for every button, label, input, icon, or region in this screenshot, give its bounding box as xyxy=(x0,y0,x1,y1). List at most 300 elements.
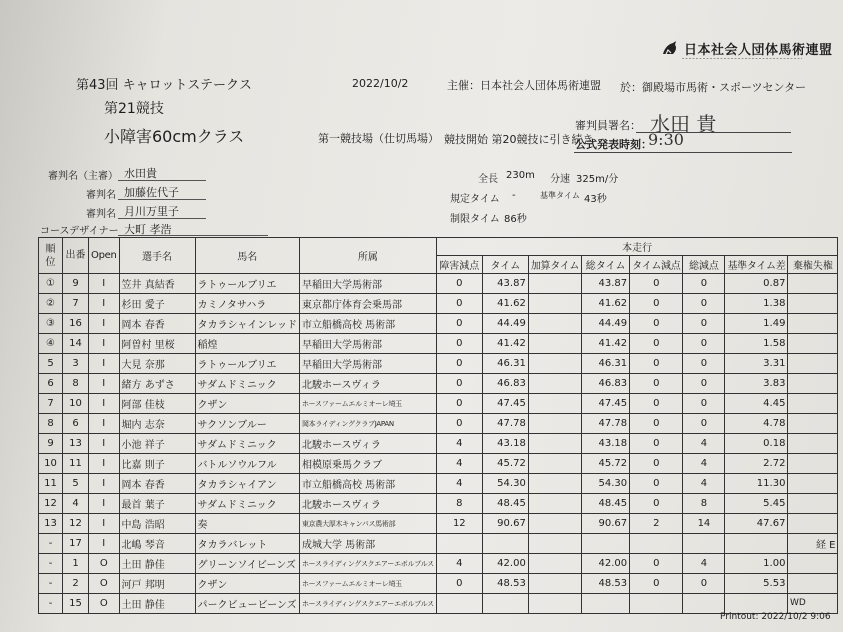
withdraw-cell xyxy=(788,394,838,414)
rider-cell: 最首 葉子 xyxy=(119,494,195,514)
table-row xyxy=(39,434,838,454)
diff-cell: 3.83 xyxy=(725,374,788,394)
start-time: 競技開始 第20競技に引き続き xyxy=(444,133,594,146)
rider-cell: 緒方 あずさ xyxy=(119,374,195,394)
col-time-faults: タイム減点 xyxy=(630,256,683,274)
announce-label: 公式発表時刻： xyxy=(575,138,652,151)
order-cell: 6 xyxy=(63,414,89,434)
rider-cell: 北嶋 琴音 xyxy=(119,534,195,554)
total-faults-cell: 0 xyxy=(683,394,725,414)
horse-cell: タカラシャインレッド xyxy=(195,314,299,334)
diff-cell: 2.72 xyxy=(725,454,788,474)
order-cell: 4 xyxy=(63,494,89,514)
horse-cell: 稲煌 xyxy=(195,334,299,354)
rank-cell: - xyxy=(39,554,63,574)
add-time-cell xyxy=(528,334,581,354)
total-faults-cell: 4 xyxy=(683,474,725,494)
diff-cell: 4.45 xyxy=(725,394,788,414)
rank-cell: ③ xyxy=(39,314,63,334)
length-label: 全長 xyxy=(478,174,498,185)
withdraw-cell xyxy=(788,354,838,374)
rank-cell: 7 xyxy=(39,394,63,414)
total-faults-cell: 0 xyxy=(683,374,725,394)
total-time-cell: 43.18 xyxy=(582,434,630,454)
jump-faults-cell: 0 xyxy=(436,414,482,434)
add-time-cell xyxy=(528,454,581,474)
time-faults-cell: 0 xyxy=(630,414,683,434)
withdraw-cell xyxy=(788,514,838,534)
time-cell: 45.72 xyxy=(482,454,528,474)
rank-cell: 10 xyxy=(39,454,63,474)
rank-cell: 6 xyxy=(39,374,63,394)
horse-cell: サダムドミニック xyxy=(195,494,299,514)
total-faults-cell: 14 xyxy=(683,514,725,534)
withdraw-cell xyxy=(788,474,838,494)
open-cell: Ⅰ xyxy=(89,414,120,434)
sign-label: 審判員署名： xyxy=(575,119,641,132)
total-time-cell: 47.78 xyxy=(582,414,630,434)
total-time-cell: 48.45 xyxy=(582,494,630,514)
table-row xyxy=(39,394,838,414)
open-cell: Ⅰ xyxy=(89,294,120,314)
table-row xyxy=(39,554,838,574)
open-cell: Ⅰ xyxy=(89,374,120,394)
time-faults-cell: 0 xyxy=(630,334,683,354)
withdraw-cell xyxy=(788,334,838,354)
rank-cell: 12 xyxy=(39,494,63,514)
table-row xyxy=(39,354,838,374)
add-time-cell xyxy=(528,394,581,414)
col-main-round: 本走行 xyxy=(436,238,838,256)
total-time-cell: 54.30 xyxy=(582,474,630,494)
base-time-label: 基準タイム xyxy=(540,191,580,200)
open-cell: Ⅰ xyxy=(89,434,120,454)
time-cell: 43.18 xyxy=(482,434,528,454)
horse-cell: グリーンソイビーンズ xyxy=(195,554,299,574)
judge-chief-value: 水田貴 xyxy=(124,167,157,180)
diff-cell xyxy=(725,534,788,554)
order-cell: 10 xyxy=(63,394,89,414)
rank-cell: ② xyxy=(39,294,63,314)
horse-cell: サダムドミニック xyxy=(195,434,299,454)
total-time-cell: 45.72 xyxy=(582,454,630,474)
order-cell: 9 xyxy=(63,274,89,294)
rank-cell: - xyxy=(39,534,63,554)
judge-3-value: 月川万里子 xyxy=(124,205,179,218)
club-cell: 早稲田大学馬術部 xyxy=(299,334,436,354)
jump-faults-cell: 0 xyxy=(436,354,482,374)
total-faults-cell: 4 xyxy=(683,554,725,574)
judge-underline xyxy=(118,199,206,200)
rider-cell: 小池 祥子 xyxy=(119,434,195,454)
time-faults-cell: 2 xyxy=(630,514,683,534)
open-cell: Ⅰ xyxy=(89,474,120,494)
club-cell: 北駿ホースヴィラ xyxy=(299,494,436,514)
time-cell: 47.45 xyxy=(482,394,528,414)
total-time-cell xyxy=(582,534,630,554)
judge-underline xyxy=(118,180,206,181)
total-faults-cell: 0 xyxy=(683,294,725,314)
course-designer-value: 大町 孝浩 xyxy=(124,223,172,236)
open-cell: Ⅰ xyxy=(89,274,120,294)
total-faults-cell: 0 xyxy=(683,414,725,434)
order-cell: 7 xyxy=(63,294,89,314)
time-cell: 48.53 xyxy=(482,574,528,594)
time-cell: 44.49 xyxy=(482,314,528,334)
time-faults-cell xyxy=(630,594,683,614)
open-cell: Ⅰ xyxy=(89,394,120,414)
class-name: 小障害60cmクラス xyxy=(104,127,245,146)
open-cell: O xyxy=(89,574,120,594)
time-faults-cell: 0 xyxy=(630,474,683,494)
time-cell: 46.31 xyxy=(482,354,528,374)
open-cell: Ⅰ xyxy=(89,514,120,534)
club-cell: 早稲田大学馬術部 xyxy=(299,354,436,374)
std-time-value: - xyxy=(512,190,516,201)
order-cell: 12 xyxy=(63,514,89,534)
diff-cell: 5.53 xyxy=(725,574,788,594)
rider-cell: 阿部 佳枝 xyxy=(119,394,195,414)
total-time-cell: 46.31 xyxy=(582,354,630,374)
order-cell: 1 xyxy=(63,554,89,574)
time-faults-cell: 0 xyxy=(630,434,683,454)
club-cell: ホースライディングスクエアーエボルブルス xyxy=(299,594,436,614)
base-time-value: 43秒 xyxy=(584,194,607,205)
table-row xyxy=(39,494,838,514)
total-faults-cell: 0 xyxy=(683,334,725,354)
time-faults-cell: 0 xyxy=(630,394,683,414)
rider-cell: 河戸 邦明 xyxy=(119,574,195,594)
rank-cell: 13 xyxy=(39,514,63,534)
club-cell: ホースファームエルミオーレ埼玉 xyxy=(299,574,436,594)
add-time-cell xyxy=(528,594,581,614)
col-add-time: 加算タイム xyxy=(528,256,581,274)
limit-time-value: 86秒 xyxy=(504,214,527,225)
col-total-time: 総タイム xyxy=(582,256,630,274)
col-time: タイム xyxy=(482,256,528,274)
rider-cell: 土田 静佳 xyxy=(119,594,195,614)
rider-cell: 阿曽村 里桜 xyxy=(119,334,195,354)
table-row xyxy=(39,474,838,494)
jump-faults-cell: 4 xyxy=(436,454,482,474)
jump-faults-cell: 0 xyxy=(436,574,482,594)
open-cell: Ⅰ xyxy=(89,534,120,554)
withdraw-cell xyxy=(788,294,838,314)
table-row xyxy=(39,594,838,614)
diff-cell xyxy=(725,594,788,614)
diff-cell: 1.00 xyxy=(725,554,788,574)
horse-cell: バトルソウルフル xyxy=(195,454,299,474)
diff-cell: 47.67 xyxy=(725,514,788,534)
add-time-cell xyxy=(528,414,581,434)
table-row xyxy=(39,514,838,534)
col-withdraw: 棄権失権 xyxy=(788,256,838,274)
arena-name: 第一競技場（仕切馬場） xyxy=(318,132,439,145)
event-title: 第43回 キャロットステークス xyxy=(76,78,252,93)
rank-cell: ① xyxy=(39,274,63,294)
time-cell: 41.62 xyxy=(482,294,528,314)
col-jump-faults: 障害減点 xyxy=(436,256,482,274)
horse-cell: ラトゥールブリエ xyxy=(195,354,299,374)
add-time-cell xyxy=(528,494,581,514)
open-cell: Ⅰ xyxy=(89,354,120,374)
withdraw-cell xyxy=(788,574,838,594)
total-time-cell: 41.42 xyxy=(582,334,630,354)
judge-2-value: 加藤佐代子 xyxy=(124,186,179,199)
horse-cell: クザン xyxy=(195,394,299,414)
rider-cell: 土田 静佳 xyxy=(119,554,195,574)
time-faults-cell: 0 xyxy=(630,294,683,314)
rider-cell: 杉田 愛子 xyxy=(119,294,195,314)
org-logo-text: 日本社会人団体馬術連盟 xyxy=(684,42,833,58)
open-cell: Ⅰ xyxy=(89,314,120,334)
withdraw-cell: 経 E xyxy=(788,534,838,554)
add-time-cell xyxy=(528,354,581,374)
order-cell: 3 xyxy=(63,354,89,374)
time-cell: 43.87 xyxy=(482,274,528,294)
limit-time-label: 制限タイム xyxy=(450,214,500,225)
add-time-cell xyxy=(528,574,581,594)
event-host: 主催：日本社会人団体馬術連盟 xyxy=(447,79,601,92)
jump-faults-cell: 4 xyxy=(436,434,482,454)
club-cell: ホースファームエルミオーレ埼玉 xyxy=(299,394,436,414)
withdraw-cell xyxy=(788,274,838,294)
withdraw-cell xyxy=(788,554,838,574)
col-order: 出番 xyxy=(63,238,89,274)
rank-cell: 5 xyxy=(39,354,63,374)
col-horse: 馬名 xyxy=(195,238,299,274)
club-cell: 相模原乗馬クラブ xyxy=(299,454,436,474)
order-cell: 8 xyxy=(63,374,89,394)
time-cell: 48.45 xyxy=(482,494,528,514)
open-cell: Ⅰ xyxy=(89,494,120,514)
horse-cell: クザン xyxy=(195,574,299,594)
add-time-cell xyxy=(528,534,581,554)
jump-faults-cell: 8 xyxy=(436,494,482,514)
rider-cell: 大見 奈那 xyxy=(119,354,195,374)
order-cell: 17 xyxy=(63,534,89,554)
withdraw-cell xyxy=(788,374,838,394)
club-cell: 岡本ライディングクラブJAPAN xyxy=(299,414,436,434)
time-cell xyxy=(482,594,528,614)
col-total-faults: 総減点 xyxy=(683,256,725,274)
horse-cell: ラトゥールブリエ xyxy=(195,274,299,294)
table-row xyxy=(39,374,838,394)
diff-cell: 0.18 xyxy=(725,434,788,454)
jump-faults-cell xyxy=(436,534,482,554)
diff-cell: 4.78 xyxy=(725,414,788,434)
time-faults-cell: 0 xyxy=(630,354,683,374)
diff-cell: 0.87 xyxy=(725,274,788,294)
announce-underline xyxy=(574,152,792,153)
col-diff: 基準タイム差 xyxy=(725,256,788,274)
jump-faults-cell: 0 xyxy=(436,314,482,334)
rank-cell: 11 xyxy=(39,474,63,494)
jump-faults-cell: 0 xyxy=(436,374,482,394)
order-cell: 15 xyxy=(63,594,89,614)
judge-underline xyxy=(118,218,206,219)
add-time-cell xyxy=(528,294,581,314)
total-faults-cell: 4 xyxy=(683,434,725,454)
col-rider: 選手名 xyxy=(119,238,195,274)
diff-cell: 3.31 xyxy=(725,354,788,374)
club-cell: 市立船橋高校 馬術部 xyxy=(299,474,436,494)
total-time-cell: 47.45 xyxy=(582,394,630,414)
club-cell: 北駿ホースヴィラ xyxy=(299,434,436,454)
total-faults-cell: 8 xyxy=(683,494,725,514)
horse-rider-logo-icon xyxy=(660,38,680,58)
rank-cell: 9 xyxy=(39,434,63,454)
results-table xyxy=(38,237,838,614)
jump-faults-cell: 0 xyxy=(436,294,482,314)
horse-cell: タカラバレット xyxy=(195,534,299,554)
wd-mark: WD xyxy=(790,598,806,608)
club-cell: 東京農大厚木キャンパス馬術部 xyxy=(299,514,436,534)
time-faults-cell: 0 xyxy=(630,314,683,334)
jump-faults-cell: 4 xyxy=(436,554,482,574)
course-designer-label: コースデザイナー xyxy=(40,226,119,237)
order-cell: 13 xyxy=(63,434,89,454)
order-cell: 11 xyxy=(63,454,89,474)
add-time-cell xyxy=(528,374,581,394)
jump-faults-cell: 0 xyxy=(436,334,482,354)
diff-cell: 5.45 xyxy=(725,494,788,514)
total-time-cell xyxy=(582,594,630,614)
order-cell: 16 xyxy=(63,314,89,334)
time-cell xyxy=(482,534,528,554)
rank-cell: - xyxy=(39,594,63,614)
jump-faults-cell: 0 xyxy=(436,274,482,294)
rider-cell: 堀内 志奈 xyxy=(119,414,195,434)
col-open: Open xyxy=(89,238,120,274)
table-row xyxy=(39,574,838,594)
total-faults-cell: 0 xyxy=(683,574,725,594)
time-faults-cell: 0 xyxy=(630,494,683,514)
time-cell: 42.00 xyxy=(482,554,528,574)
total-time-cell: 42.00 xyxy=(582,554,630,574)
std-time-label: 規定タイム xyxy=(450,194,500,205)
table-row xyxy=(39,274,838,294)
diff-cell: 11.30 xyxy=(725,474,788,494)
table-header-row xyxy=(39,238,838,256)
rider-cell: 比嘉 則子 xyxy=(119,454,195,474)
judge-2-label: 審判名 xyxy=(86,190,116,201)
jump-faults-cell: 12 xyxy=(436,514,482,534)
club-cell: ホースライディングスクエアーエボルブルス xyxy=(299,554,436,574)
horse-cell: サクソンブルー xyxy=(195,414,299,434)
total-time-cell: 90.67 xyxy=(582,514,630,534)
open-cell: O xyxy=(89,594,120,614)
printout-time: Printout: 2022/10/2 9:06 xyxy=(720,612,831,622)
col-rank: 順位 xyxy=(39,238,63,274)
logo-subtext-decoration xyxy=(682,56,802,61)
club-cell: 市立船橋高校 馬術部 xyxy=(299,314,436,334)
withdraw-cell xyxy=(788,314,838,334)
jump-faults-cell: 0 xyxy=(436,394,482,414)
club-cell: 北駿ホースヴィラ xyxy=(299,374,436,394)
rider-cell: 笠井 真結香 xyxy=(119,274,195,294)
withdraw-cell xyxy=(788,454,838,474)
time-cell: 47.78 xyxy=(482,414,528,434)
event-venue: 於：御殿場市馬術・スポーツセンター xyxy=(620,81,807,94)
total-time-cell: 41.62 xyxy=(582,294,630,314)
jump-faults-cell xyxy=(436,594,482,614)
time-faults-cell: 0 xyxy=(630,274,683,294)
results-body xyxy=(39,274,838,614)
rank-cell: 8 xyxy=(39,414,63,434)
add-time-cell xyxy=(528,434,581,454)
add-time-cell xyxy=(528,554,581,574)
horse-cell: パークビュービーンズ xyxy=(195,594,299,614)
table-row xyxy=(39,314,838,334)
diff-cell: 1.38 xyxy=(725,294,788,314)
horse-cell: タカラシャイアン xyxy=(195,474,299,494)
add-time-cell xyxy=(528,514,581,534)
horse-cell: サダムドミニック xyxy=(195,374,299,394)
withdraw-cell xyxy=(788,494,838,514)
table-row xyxy=(39,334,838,354)
org-logo-subline xyxy=(682,56,802,63)
table-row xyxy=(39,534,838,554)
table-row xyxy=(39,294,838,314)
event-date: 2022/10/2 xyxy=(352,77,409,90)
table-row xyxy=(39,414,838,434)
total-faults-cell: 0 xyxy=(683,354,725,374)
speed-value: 325m/分 xyxy=(576,174,619,185)
order-cell: 5 xyxy=(63,474,89,494)
open-cell: Ⅰ xyxy=(89,454,120,474)
total-faults-cell: 0 xyxy=(683,314,725,334)
time-faults-cell: 0 xyxy=(630,374,683,394)
total-time-cell: 43.87 xyxy=(582,274,630,294)
time-faults-cell: 0 xyxy=(630,554,683,574)
total-time-cell: 48.53 xyxy=(582,574,630,594)
time-faults-cell: 0 xyxy=(630,454,683,474)
total-faults-cell: 0 xyxy=(683,274,725,294)
add-time-cell xyxy=(528,474,581,494)
rank-cell: - xyxy=(39,574,63,594)
time-faults-cell: 0 xyxy=(630,574,683,594)
open-cell: Ⅰ xyxy=(89,334,120,354)
judge-chief-label: 審判名（主審） xyxy=(48,171,118,182)
time-cell: 46.83 xyxy=(482,374,528,394)
sign-value: 水田 貴 xyxy=(650,112,717,136)
rank-cell: ④ xyxy=(39,334,63,354)
open-cell: O xyxy=(89,554,120,574)
time-cell: 90.67 xyxy=(482,514,528,534)
total-faults-cell xyxy=(683,534,725,554)
total-time-cell: 44.49 xyxy=(582,314,630,334)
rider-cell: 岡本 春香 xyxy=(119,474,195,494)
col-club: 所属 xyxy=(299,238,436,274)
club-cell: 東京都庁体育会乗馬部 xyxy=(299,294,436,314)
total-faults-cell: 4 xyxy=(683,454,725,474)
club-cell: 早稲田大学馬術部 xyxy=(299,274,436,294)
judge-3-label: 審判名 xyxy=(86,209,116,220)
rider-cell: 岡本 春香 xyxy=(119,314,195,334)
club-cell: 成城大学 馬術部 xyxy=(299,534,436,554)
add-time-cell xyxy=(528,274,581,294)
time-cell: 41.42 xyxy=(482,334,528,354)
length-value: 230m xyxy=(506,170,535,181)
order-cell: 14 xyxy=(63,334,89,354)
announce-value: 9:30 xyxy=(648,130,684,149)
diff-cell: 1.49 xyxy=(725,314,788,334)
time-faults-cell xyxy=(630,534,683,554)
withdraw-cell xyxy=(788,414,838,434)
rider-cell: 中島 浩昭 xyxy=(119,514,195,534)
table-row xyxy=(39,454,838,474)
